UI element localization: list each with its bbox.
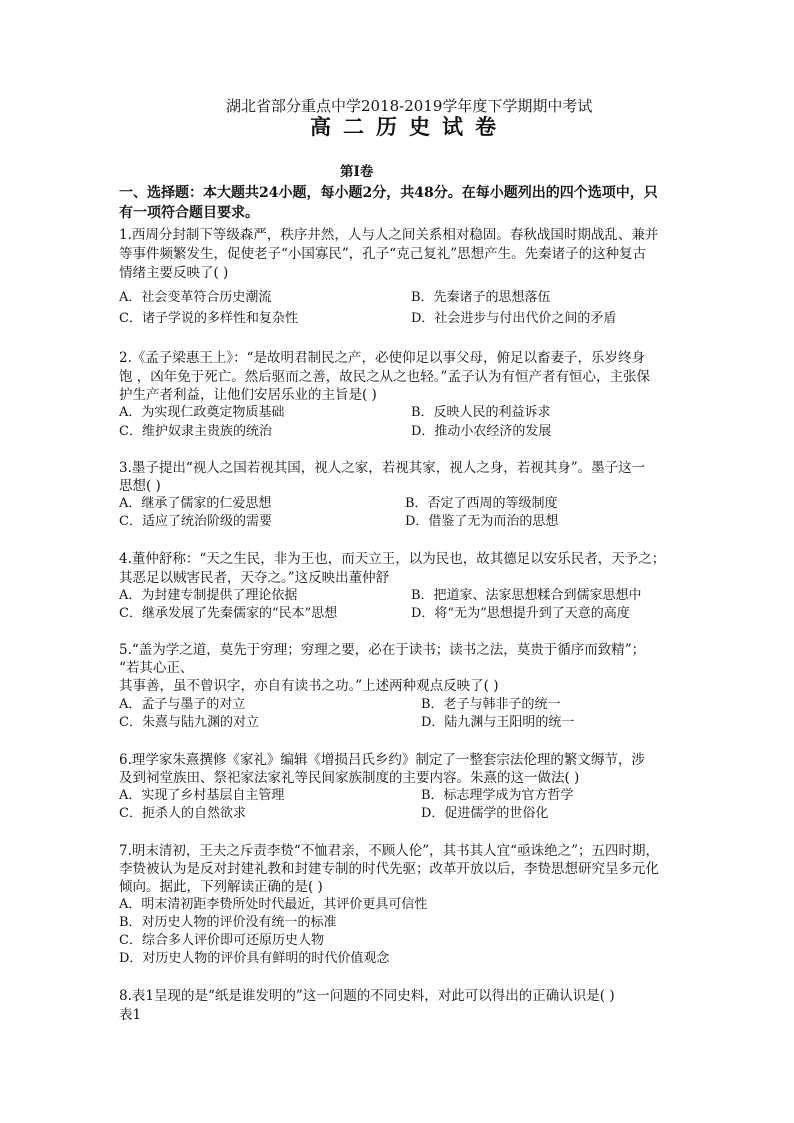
question-line: 7.明末清初，王夫之斥责李贽“不恤君亲，不顾人伦”，其书其人宜“亟诛绝之”；五四时期， xyxy=(119,843,659,859)
question-line: 5.“盖为学之道，莫先于穷理；穷理之要，必在于读书；读书之法，莫贵于循序而致精”； xyxy=(119,642,646,658)
question-line: 等事件频繁发生，促使老子“小国寡民”，孔子“克己复礼”思想产生。先秦诸子的这种复古 xyxy=(119,246,647,262)
option-c: C．适应了统治阶级的需要 xyxy=(119,514,272,529)
option-d: D．对历史人物的评价具有鲜明的时代价值观念 xyxy=(119,951,390,966)
question-line: 李贽被认为是反对封建礼教和封建专制的时代先驱；改革开放以后，李贽思想研究呈多元化 xyxy=(119,861,659,877)
question-line: 饱 ，凶年免于死亡。然后驱而之善，故民之从之也轻。”孟子认为有恒产者有恒心，主张保 xyxy=(119,369,650,385)
option-c: C．综合多人评价即可还原历史人物 xyxy=(119,933,324,948)
exam-title: 湖北省部分重点中学2018-2019学年度下学期期中考试 xyxy=(226,97,593,115)
option-d: D．促进儒学的世俗化 xyxy=(421,806,549,821)
option-c: C．继承发展了先秦儒家的“民本”思想 xyxy=(119,606,338,621)
question-line: 倾向。据此，下列解读正确的是( ) xyxy=(119,879,323,895)
option-c: C．扼杀人的自然欲求 xyxy=(119,806,246,821)
option-d: D．将“无为”思想提升到了天意的高度 xyxy=(411,606,630,621)
option-a: A．孟子与墨子的对立 xyxy=(119,697,246,712)
question-line: 8.表1呈现的是“纸是谁发明的”这一问题的不同史料，对此可以得出的正确认识是( ) xyxy=(119,988,615,1004)
option-b: B．把道家、法家思想糅合到儒家思想中 xyxy=(411,588,642,603)
section-instructions-line-1: 一、选择题：本大题共24小题，每小题2分，共48分。在每小题列出的四个选项中，只 xyxy=(119,185,658,201)
option-d: D．借鉴了无为而治的思想 xyxy=(405,514,559,529)
question-line: 1.西周分封制下等级森严，秩序井然，人与人之间关系相对稳固。春秋战国时期战乱、兼并 xyxy=(119,227,659,243)
option-b: B．对历史人物的评价没有统一的标准 xyxy=(119,915,337,930)
option-b: B．标志理学成为官方哲学 xyxy=(421,788,574,803)
question-line: 2.《孟子梁惠王上》：“是故明君制民之产，必使仰足以事父母，俯足以畜妻子，乐岁终身 xyxy=(119,350,646,366)
question-line: “若其心正、 xyxy=(119,660,194,676)
option-b: B．反映人民的利益诉求 xyxy=(411,405,551,420)
option-a: A．继承了儒家的仁爱思想 xyxy=(119,496,272,511)
option-a: A．社会变革符合历史潮流 xyxy=(119,290,272,305)
option-a: A．为封建专制提供了理论依据 xyxy=(119,588,298,603)
option-a: A．明末清初距李贽所处时代最近，其评价更具可信性 xyxy=(119,897,428,912)
question-line: 4.董仲舒称：“天之生民，非为王也，而天立王，以为民也，故其德足以安乐民者，天予之； xyxy=(119,551,666,567)
option-b: B．先秦诸子的思想落伍 xyxy=(411,290,551,305)
option-c: C．朱熹与陆九渊的对立 xyxy=(119,715,259,730)
section-instructions-line-2: 有一项符合题目要求。 xyxy=(119,205,259,221)
option-a: A．实现了乡村基层自主管理 xyxy=(119,788,285,803)
part-heading: 第Ⅰ卷 xyxy=(340,164,374,180)
option-c: C．维护奴隶主贵族的统治 xyxy=(119,424,272,439)
exam-subtitle: 高二历史试卷 xyxy=(310,114,508,139)
question-line: 情绪主要反映了( ) xyxy=(119,265,229,281)
question-line: 护生产者利益，让他们安居乐业的主旨是( ) xyxy=(119,387,377,403)
option-b: B．老子与韩非子的统一 xyxy=(421,697,561,712)
option-d: D．陆九渊与王阳明的统一 xyxy=(421,715,575,730)
option-d: D．社会进步与付出代价之间的矛盾 xyxy=(411,311,617,326)
question-line: 其恶足以贼害民者，天夺之。”这反映出董仲舒 xyxy=(119,570,390,586)
question-line: 6.理学家朱熹撰修《家礼》编辑《增损吕氏乡约》制定了一整套宗法伦理的繁文缛节，涉 xyxy=(119,752,645,768)
table-caption: 表1 xyxy=(119,1007,142,1023)
option-a: A．为实现仁政奠定物质基础 xyxy=(119,405,285,420)
option-d: D．推动小农经济的发展 xyxy=(411,424,552,439)
question-line: 及到祠堂族田、祭祀家法家礼等民间家族制度的主要内容。朱熹的这一做法( ) xyxy=(119,770,580,786)
question-line: 其事善，虽不曾识字，亦自有读书之功。”上述两种观点反映了( ) xyxy=(119,678,499,694)
option-c: C．诸子学说的多样性和复杂性 xyxy=(119,311,298,326)
question-line: 3.墨子提出“视人之国若视其国，视人之家，若视其家，视人之身，若视其身”。墨子这一 xyxy=(119,460,646,476)
option-b: B．否定了西周的等级制度 xyxy=(405,496,558,511)
question-line: 思想( ) xyxy=(119,478,161,494)
